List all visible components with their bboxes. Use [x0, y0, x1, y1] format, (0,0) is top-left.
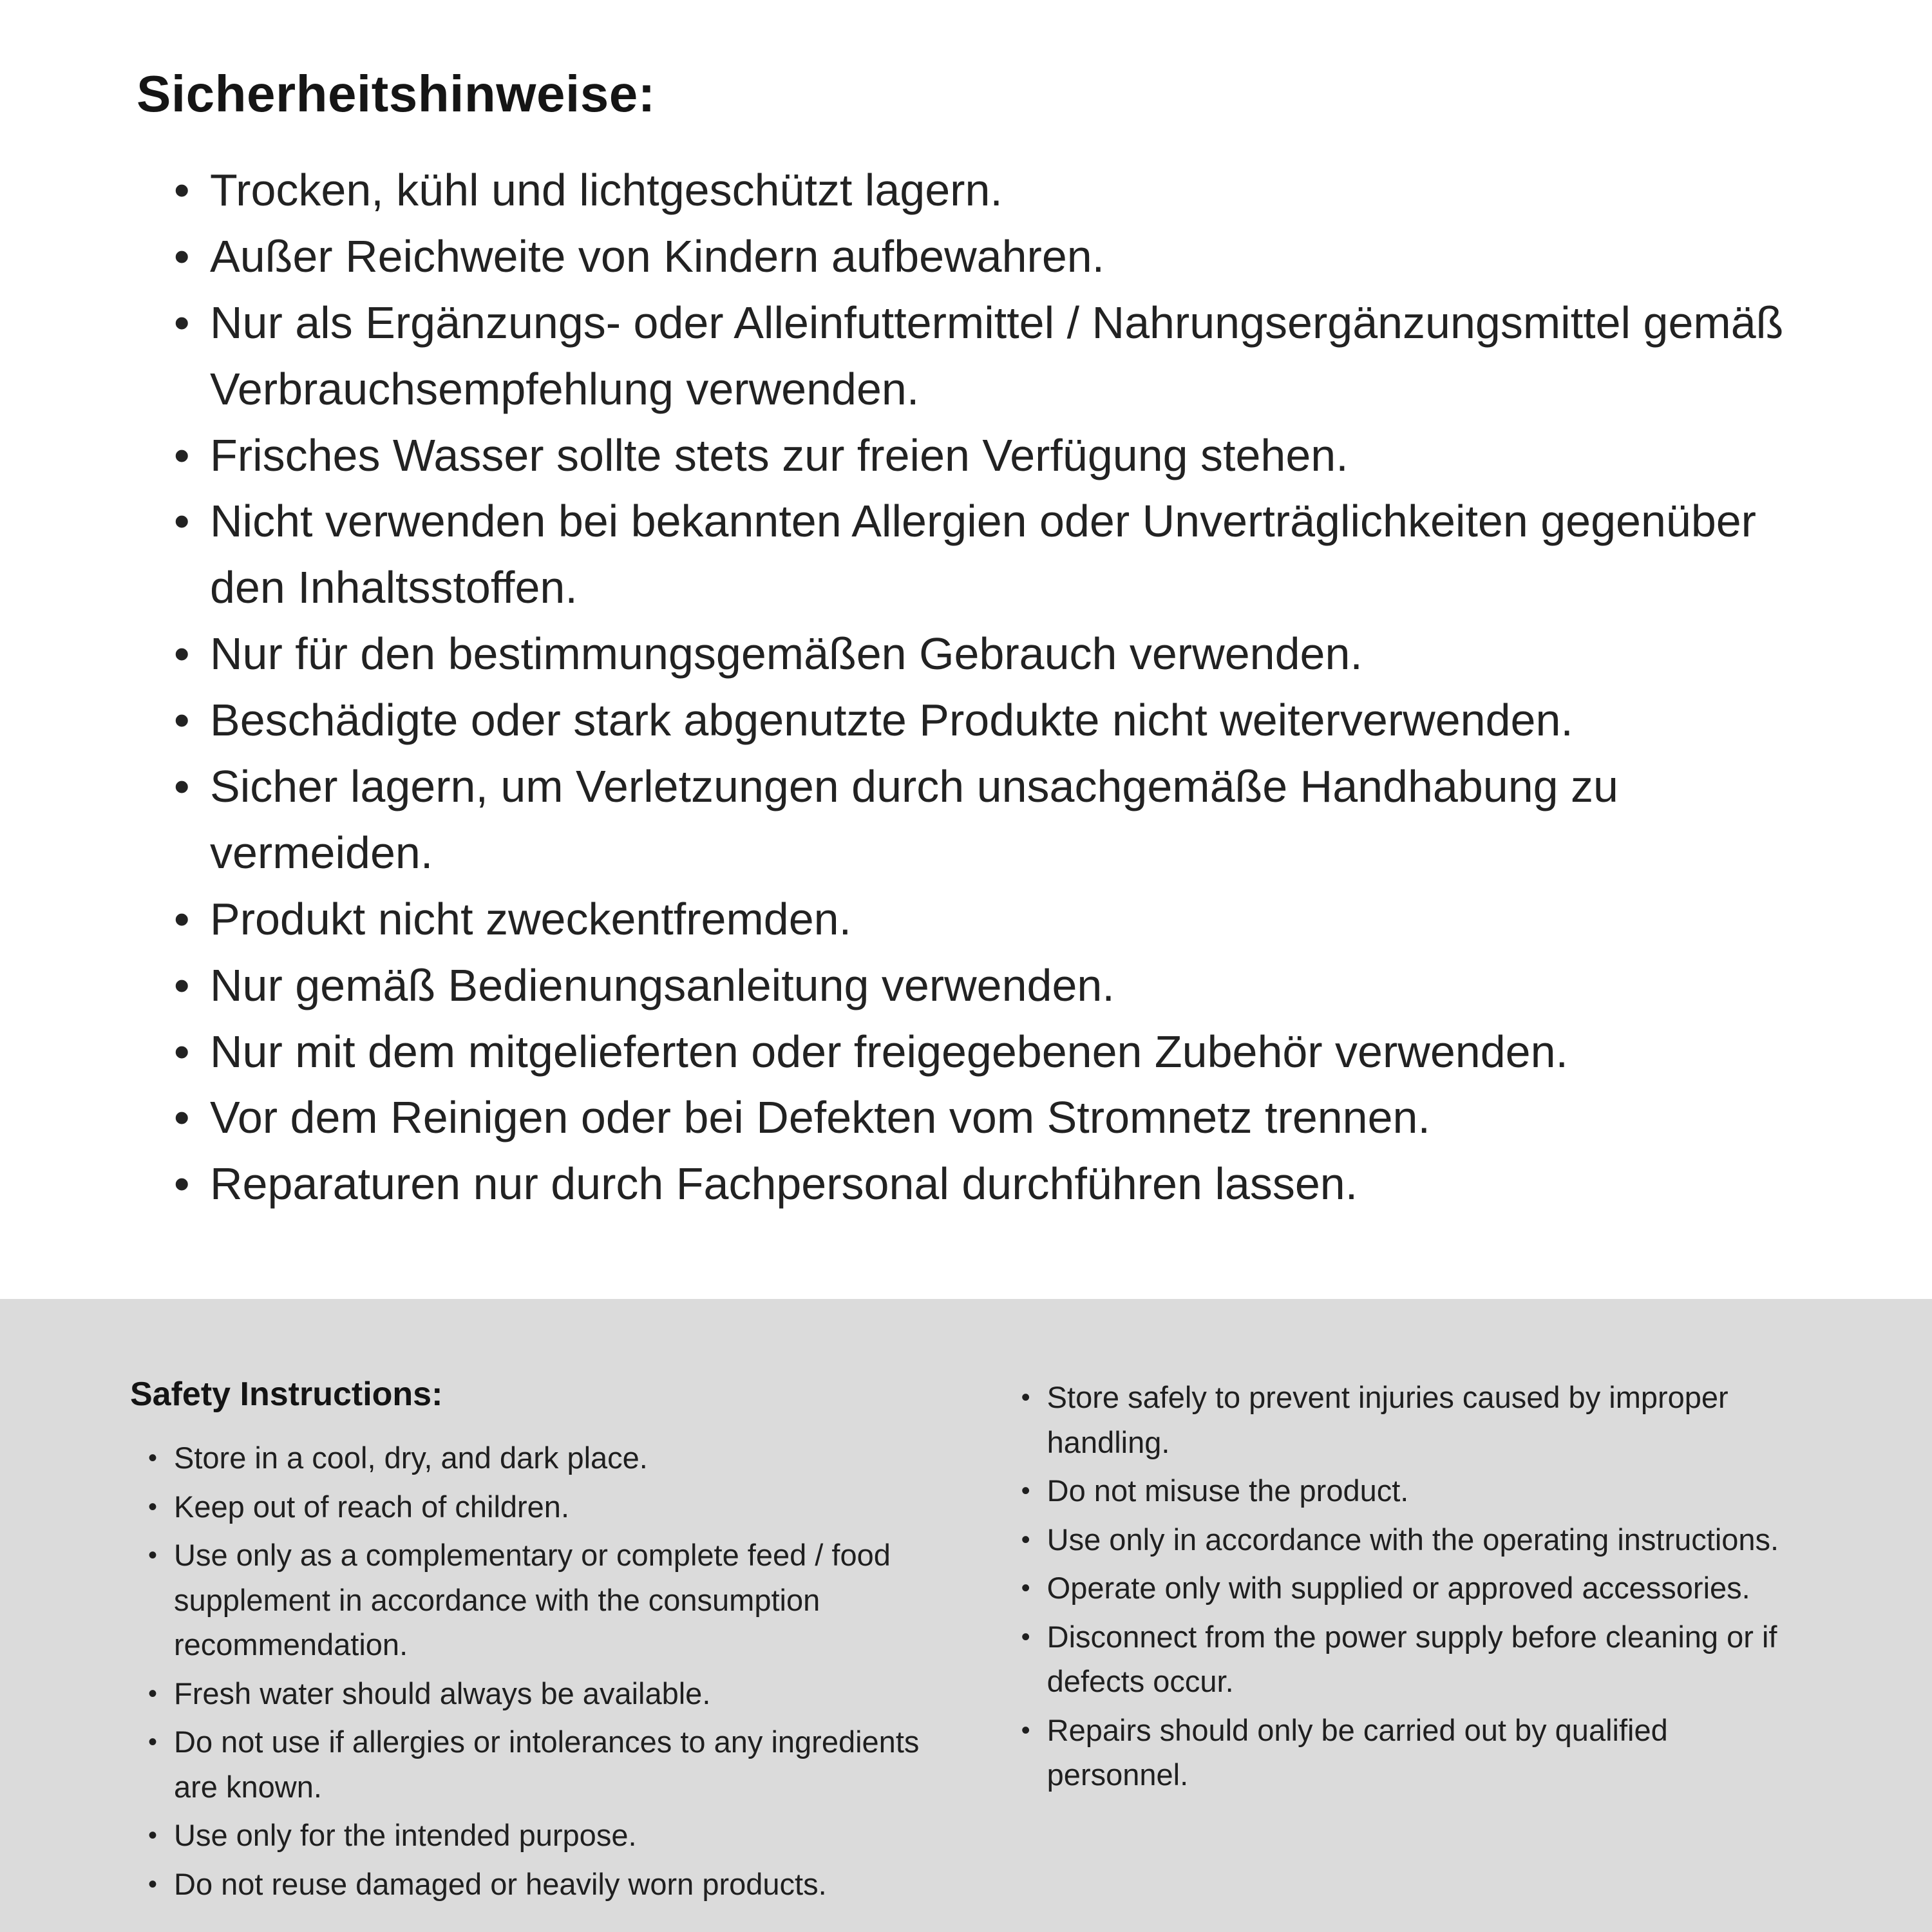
list-item — [174, 157, 1803, 223]
list-item-text: Außer Reichweite von Kindern aufbewahren. — [210, 231, 1105, 281]
list-item — [174, 952, 1803, 1019]
list-item — [174, 886, 1803, 952]
list-item-text: Sicher lagern, um Verletzungen durch unsachgemäße Handhabung zu vermeiden. — [210, 761, 1618, 878]
list-item — [1021, 1566, 1816, 1611]
english-right-column — [1021, 1375, 1816, 1801]
list-item-text: Fresh water should always be available. — [174, 1676, 711, 1710]
list-item-text: Do not misuse the product. — [1046, 1473, 1409, 1508]
list-item — [1021, 1517, 1816, 1562]
list-item-text: Nur als Ergänzungs- oder Alleinfuttermittel / Nahrungsergänzungsmittel gemäß Verbrauchsempfehlung verwenden. — [210, 297, 1784, 414]
german-safety-heading: Sicherheitshinweise: — [137, 65, 656, 122]
list-item-text: Keep out of reach of children. — [174, 1489, 570, 1524]
english-left-column — [130, 1375, 957, 1910]
list-item-text: Vor dem Reinigen oder bei Defekten vom Stromnetz trennen. — [210, 1092, 1430, 1143]
list-item-text: Operate only with supplied or approved accessories. — [1046, 1571, 1750, 1605]
list-item — [174, 621, 1803, 687]
list-item — [174, 422, 1803, 489]
list-item-text: Trocken, kühl und lichtgeschützt lagern. — [210, 165, 1003, 215]
list-item — [148, 1533, 957, 1667]
list-item — [148, 1484, 957, 1530]
list-item — [148, 1435, 957, 1481]
list-item — [174, 1151, 1803, 1217]
list-item — [1021, 1468, 1816, 1513]
list-item — [174, 223, 1803, 290]
english-safety-section — [0, 1299, 1932, 1932]
list-item-text: Disconnect from the power supply before cleaning or if defects occur. — [1046, 1619, 1777, 1699]
list-item-text: Do not reuse damaged or heavily worn products. — [174, 1866, 827, 1901]
list-item-text: Beschädigte oder stark abgenutzte Produkte nicht weiterverwenden. — [210, 695, 1573, 746]
list-item — [1021, 1375, 1816, 1464]
list-item-text: Nur gemäß Bedienungsanleitung verwenden. — [210, 960, 1115, 1010]
list-item — [174, 488, 1803, 621]
list-item-text: Nur für den bestimmungsgemäßen Gebrauch verwenden. — [210, 629, 1363, 679]
list-item — [148, 1862, 957, 1907]
english-safety-heading: Safety Instructions: — [130, 1376, 443, 1413]
list-item — [1021, 1708, 1816, 1797]
list-item — [1021, 1615, 1816, 1704]
list-item — [174, 1084, 1803, 1151]
list-item-text: Produkt nicht zweckentfremden. — [210, 893, 852, 944]
german-safety-list — [137, 157, 1803, 1217]
list-item-text: Store in a cool, dry, and dark place. — [174, 1441, 648, 1475]
list-item-text: Frisches Wasser sollte stets zur freien Verfügung stehen. — [210, 430, 1349, 480]
list-item-text: Use only in accordance with the operating instructions. — [1046, 1522, 1779, 1557]
list-item-text: Do not use if allergies or intolerances to any ingredients are known. — [174, 1725, 920, 1804]
list-item-text: Nur mit dem mitgelieferten oder freigegebenen Zubehör verwenden. — [210, 1026, 1568, 1077]
list-item-text: Use only as a complementary or complete feed / food supplement in accordance with the consumption recommendation. — [174, 1538, 891, 1662]
list-item-text: Nicht verwenden bei bekannten Allergien oder Unverträglichkeiten gegenüber den Inhaltsstoffen. — [210, 496, 1756, 613]
list-item — [148, 1671, 957, 1716]
list-item — [148, 1813, 957, 1858]
list-item — [174, 687, 1803, 753]
list-item — [174, 753, 1803, 886]
list-item — [148, 1719, 957, 1809]
list-item — [174, 1019, 1803, 1085]
list-item-text: Reparaturen nur durch Fachpersonal durchführen lassen. — [210, 1159, 1358, 1209]
english-safety-list-left — [130, 1435, 957, 1906]
list-item — [174, 290, 1803, 422]
list-item-text: Store safely to prevent injuries caused by improper handling. — [1046, 1380, 1728, 1459]
list-item-text: Use only for the intended purpose. — [174, 1818, 637, 1853]
list-item-text: Repairs should only be carried out by qualified personnel. — [1046, 1712, 1668, 1792]
english-safety-list-right — [1021, 1375, 1816, 1797]
